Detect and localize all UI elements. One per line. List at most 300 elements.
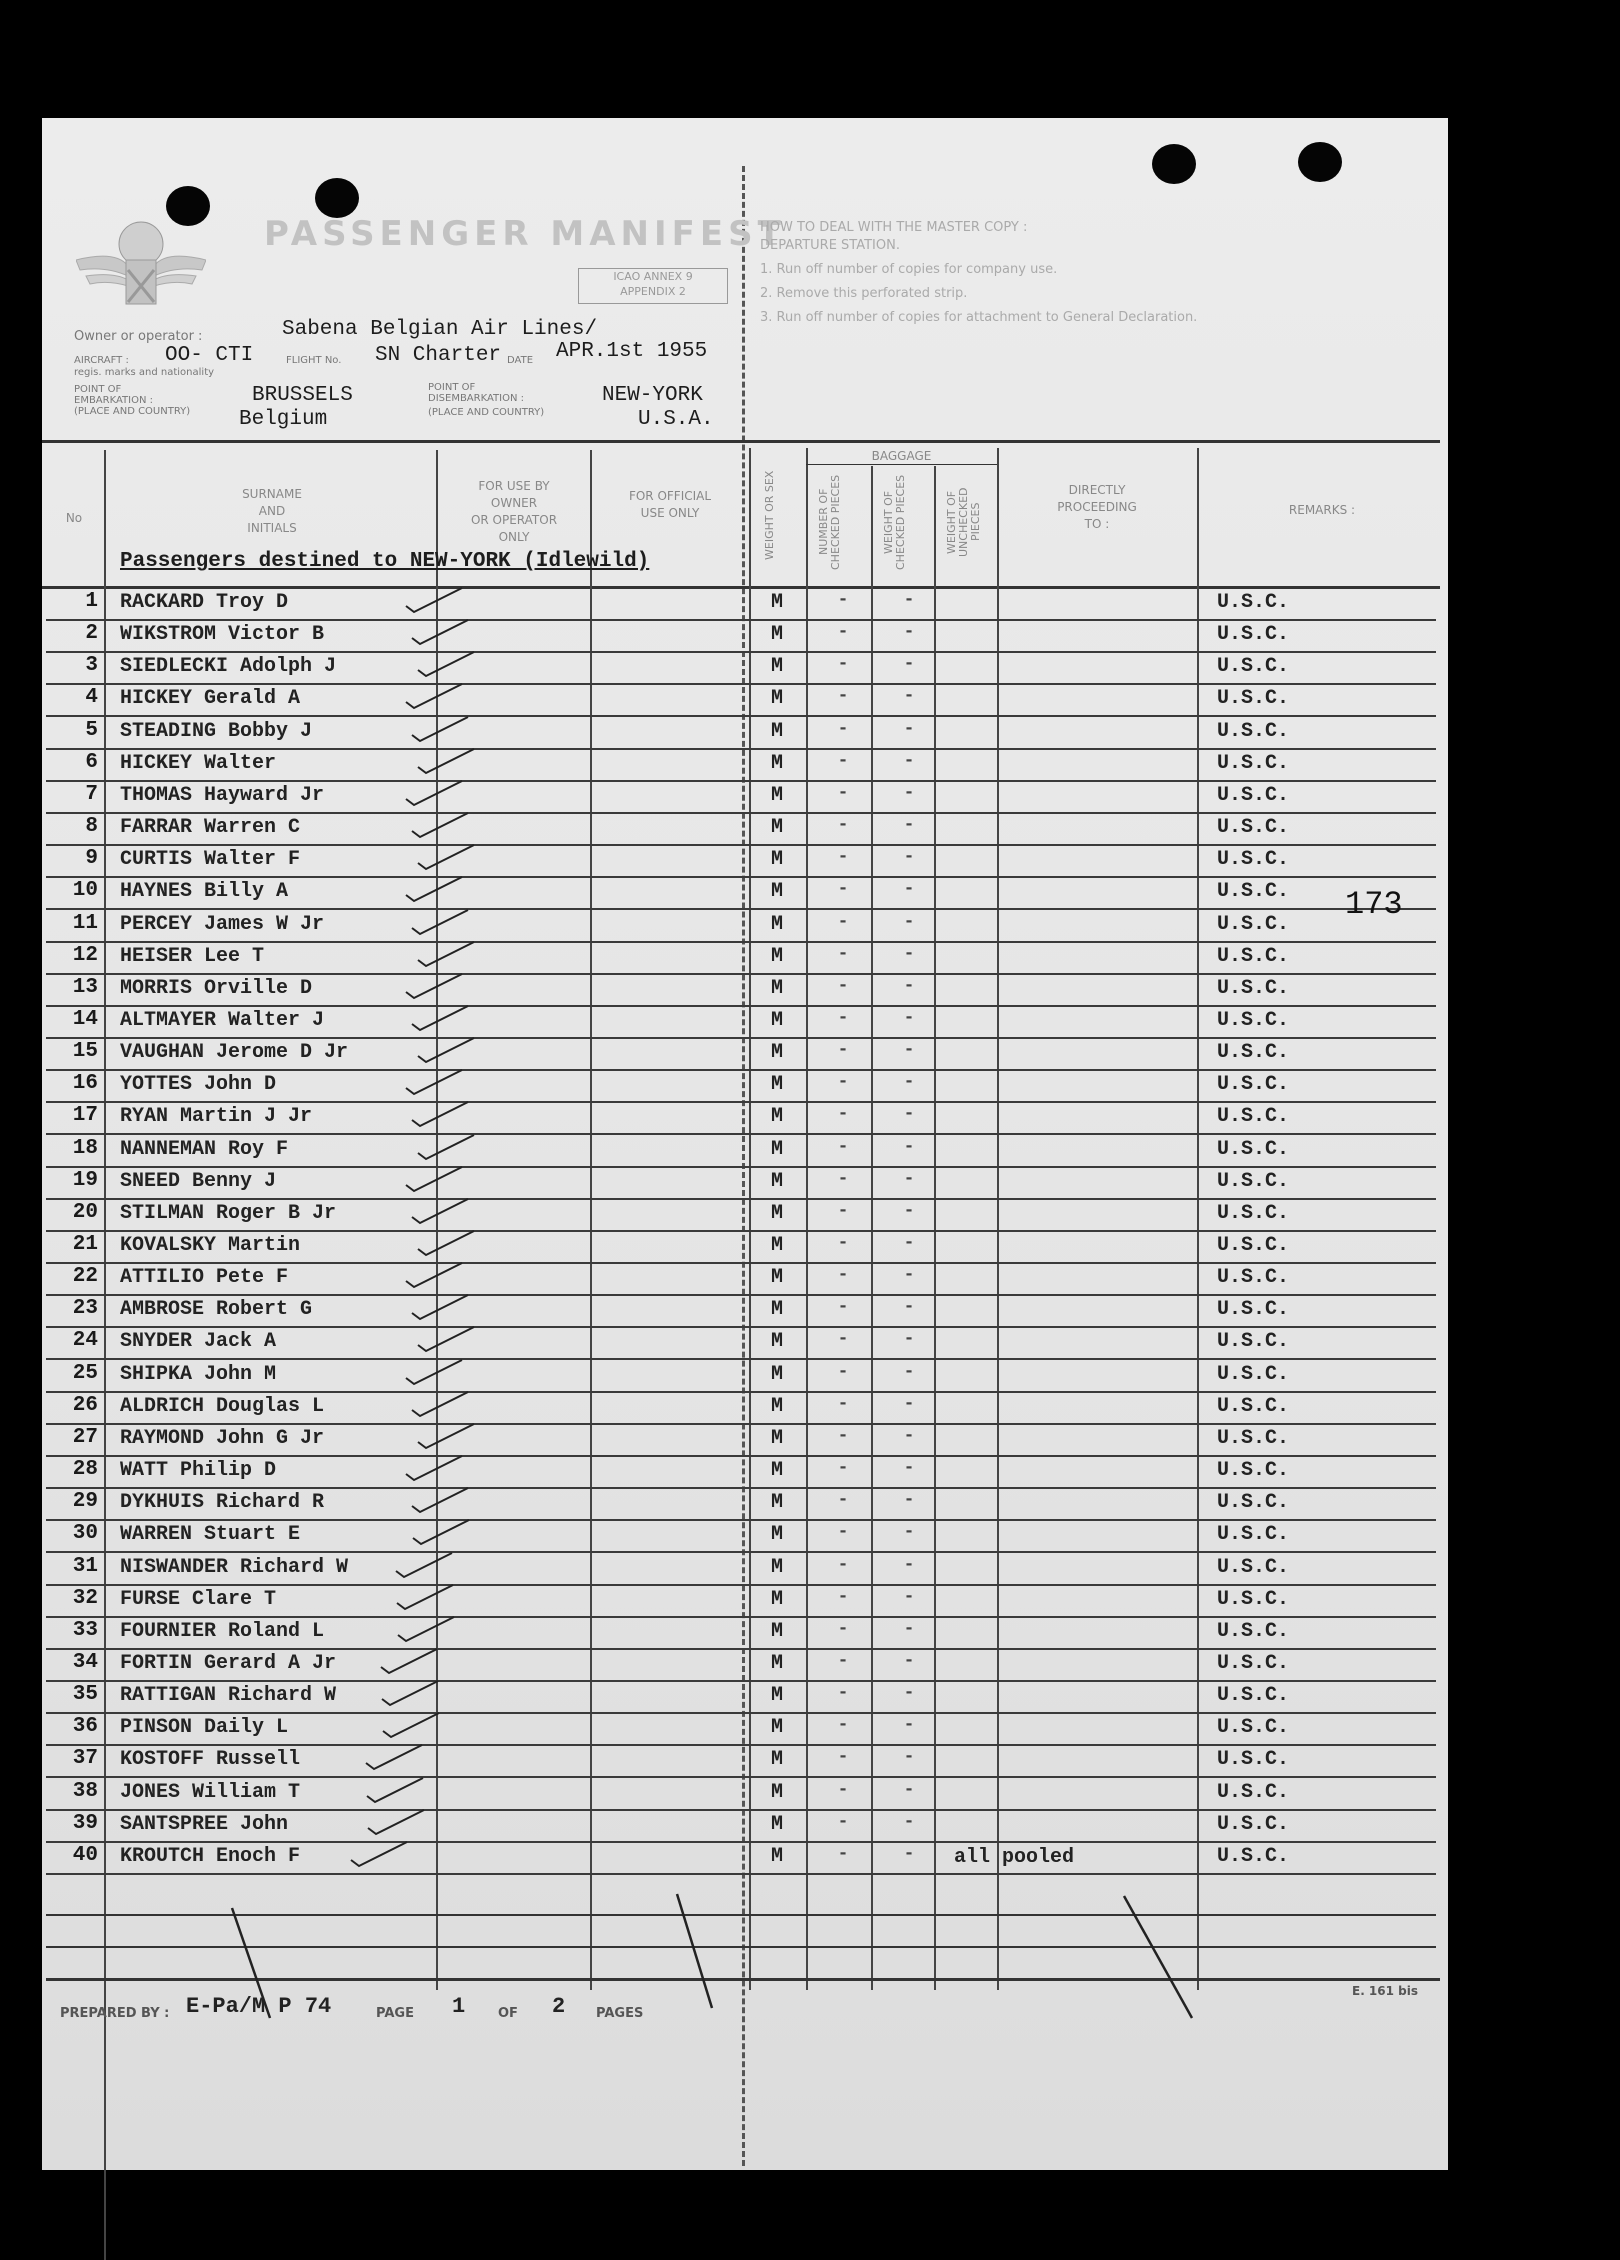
checked-pieces-weight: -	[903, 719, 915, 739]
checked-pieces-weight: -	[903, 1104, 915, 1124]
passenger-remarks: U.S.C.	[1217, 816, 1290, 839]
passenger-name: STEADING Bobby J	[120, 720, 313, 743]
passenger-sex: M	[770, 1620, 783, 1643]
passenger-name: FORTIN Gerard A Jr	[120, 1652, 337, 1675]
passenger-sex: M	[770, 1202, 783, 1225]
passenger-name: WARREN Stuart E	[120, 1523, 301, 1546]
passenger-sex: M	[770, 1845, 783, 1868]
table-row	[42, 1231, 1448, 1263]
row-number: 19	[72, 1169, 98, 1192]
checked-pieces-count: -	[837, 686, 849, 706]
passenger-sex: M	[770, 945, 783, 968]
passenger-sex: M	[770, 1330, 783, 1353]
checked-pieces-count: -	[837, 1780, 849, 1800]
row-number: 22	[72, 1265, 98, 1288]
check-mark-icon	[414, 1131, 494, 1161]
icao-annex-box: ICAO ANNEX 9 APPENDIX 2	[578, 268, 728, 304]
checked-pieces-weight: -	[903, 1715, 915, 1735]
total-pages-value: 2	[552, 1994, 566, 2019]
row-number: 33	[72, 1619, 98, 1642]
passenger-remarks: U.S.C.	[1217, 1748, 1290, 1771]
passenger-sex: M	[770, 1684, 783, 1707]
row-number: 15	[72, 1040, 98, 1063]
table-row	[42, 1713, 1448, 1745]
table-top-rule	[42, 440, 1440, 443]
passenger-sex: M	[770, 1266, 783, 1289]
passenger-sex: M	[770, 816, 783, 839]
check-mark-icon	[402, 1066, 482, 1096]
checked-pieces-weight: -	[903, 1008, 915, 1028]
table-row	[42, 1038, 1448, 1070]
passenger-name: RATTIGAN Richard W	[120, 1684, 337, 1707]
row-number: 1	[85, 590, 98, 613]
table-row	[42, 1649, 1448, 1681]
empty-row-rule	[46, 1946, 1436, 1948]
checked-pieces-count: -	[837, 1555, 849, 1575]
passenger-remarks: U.S.C.	[1217, 720, 1290, 743]
checked-pieces-weight: -	[903, 1265, 915, 1285]
table-row	[42, 684, 1448, 716]
passenger-sex: M	[770, 591, 783, 614]
check-mark-icon	[402, 680, 482, 710]
checked-pieces-count: -	[837, 1362, 849, 1382]
passenger-remarks: U.S.C.	[1217, 1041, 1290, 1064]
passenger-sex: M	[770, 1009, 783, 1032]
table-row	[42, 1778, 1448, 1810]
row-number: 18	[72, 1137, 98, 1160]
disembarkation-city: NEW-YORK	[602, 384, 703, 407]
table-row	[42, 1810, 1448, 1842]
aircraft-sublabel: regis. marks and nationality	[74, 367, 215, 378]
checked-pieces-count: -	[837, 751, 849, 771]
passenger-name: HEISER Lee T	[120, 945, 265, 968]
check-mark-icon	[414, 1323, 494, 1353]
passenger-sex: M	[770, 1491, 783, 1514]
checked-pieces-weight: -	[903, 1812, 915, 1832]
check-mark-icon	[402, 1259, 482, 1289]
date-value: APR.1st 1955	[556, 340, 708, 363]
row-number: 17	[72, 1104, 98, 1127]
table-row	[42, 1199, 1448, 1231]
passenger-sex: M	[770, 1073, 783, 1096]
row-number: 38	[72, 1780, 98, 1803]
passenger-sex: M	[770, 1556, 783, 1579]
checked-pieces-count: -	[837, 1458, 849, 1478]
passenger-remarks: U.S.C.	[1217, 1716, 1290, 1739]
checked-pieces-count: -	[837, 1104, 849, 1124]
row-number: 11	[72, 912, 98, 935]
row-number: 2	[85, 622, 98, 645]
table-row	[42, 1295, 1448, 1327]
checked-pieces-weight: -	[903, 1844, 915, 1864]
checked-pieces-count: -	[837, 1008, 849, 1028]
check-mark-icon	[378, 1677, 458, 1707]
master-copy-instructions: HOW TO DEAL WITH THE MASTER COPY : DEPARTURE STATION. 1. Run off number of copies for company use. 2. Remove this perforated strip. 3. Run off number of copies for attachment to General Declaration.	[760, 220, 1198, 325]
passenger-name: ALDRICH Douglas L	[120, 1395, 325, 1418]
checked-pieces-weight: -	[903, 1297, 915, 1317]
table-row	[42, 1585, 1448, 1617]
passenger-name: PERCEY James W Jr	[120, 913, 325, 936]
checked-pieces-count: -	[837, 1201, 849, 1221]
passenger-name: ATTILIO Pete F	[120, 1266, 289, 1289]
passenger-name: FARRAR Warren C	[120, 816, 301, 839]
embarkation-label-1: POINT OF	[74, 384, 122, 395]
checked-pieces-weight: -	[903, 1426, 915, 1446]
flight-value: SN Charter	[375, 344, 502, 367]
checked-pieces-weight: -	[903, 879, 915, 899]
passenger-name: HICKEY Walter	[120, 752, 277, 775]
passenger-remarks: U.S.C.	[1217, 655, 1290, 678]
passenger-remarks: U.S.C.	[1217, 1202, 1290, 1225]
table-row	[42, 1520, 1448, 1552]
check-mark-icon	[377, 1645, 457, 1675]
checked-pieces-weight: -	[903, 1587, 915, 1607]
table-row	[42, 1360, 1448, 1392]
passenger-name: SNYDER Jack A	[120, 1330, 277, 1353]
stamped-page-number: 173	[1345, 886, 1403, 923]
passenger-name: DYKHUIS Richard R	[120, 1491, 325, 1514]
row-number: 13	[72, 976, 98, 999]
aircraft-label: AIRCRAFT :	[74, 355, 129, 366]
embarkation-country: Belgium	[239, 408, 328, 431]
disembarkation-country: U.S.A.	[638, 408, 714, 431]
passenger-name: MORRIS Orville D	[120, 977, 313, 1000]
directly-proceeding-header: DIRECTLY PROCEEDING TO :	[1057, 483, 1137, 531]
passenger-name: YOTTES John D	[120, 1073, 277, 1096]
passenger-sex: M	[770, 880, 783, 903]
passenger-name: RYAN Martin J Jr	[120, 1105, 313, 1128]
passenger-sex: M	[770, 1813, 783, 1836]
row-number: 28	[72, 1458, 98, 1481]
table-row	[42, 1456, 1448, 1488]
row-number: 10	[72, 879, 98, 902]
passenger-remarks: U.S.C.	[1217, 977, 1290, 1000]
checked-pieces-weight: -	[903, 1683, 915, 1703]
checked-pieces-weight: -	[903, 783, 915, 803]
passenger-name: JONES William T	[120, 1781, 301, 1804]
table-row	[42, 588, 1448, 620]
passenger-name: FOURNIER Roland L	[120, 1620, 325, 1643]
passenger-remarks: U.S.C.	[1217, 1427, 1290, 1450]
checked-pieces-count: -	[837, 1587, 849, 1607]
checked-pieces-weight: -	[903, 1619, 915, 1639]
check-mark-icon	[408, 713, 488, 743]
table-row	[42, 1681, 1448, 1713]
check-mark-icon	[394, 1613, 474, 1643]
checked-pieces-count: -	[837, 912, 849, 932]
weight-sex-column-header: WEIGHT OR SEX	[763, 470, 776, 560]
checked-pieces-weight: -	[903, 1169, 915, 1189]
passenger-name: VAUGHAN Jerome D Jr	[120, 1041, 349, 1064]
table-row	[42, 1263, 1448, 1295]
row-number: 23	[72, 1297, 98, 1320]
passenger-remarks: U.S.C.	[1217, 1234, 1290, 1257]
checked-pieces-count: -	[837, 783, 849, 803]
table-row	[42, 1070, 1448, 1102]
check-mark-icon	[362, 1741, 442, 1771]
checked-pieces-count: -	[837, 1844, 849, 1864]
passenger-name: SIEDLECKI Adolph J	[120, 655, 337, 678]
table-row	[42, 877, 1448, 909]
passenger-sex: M	[770, 784, 783, 807]
row-number: 20	[72, 1201, 98, 1224]
passenger-remarks: U.S.C.	[1217, 1073, 1290, 1096]
checked-pieces-weight: -	[903, 1458, 915, 1478]
table-row	[42, 813, 1448, 845]
passenger-remarks: U.S.C.	[1217, 1523, 1290, 1546]
passenger-sex: M	[770, 1105, 783, 1128]
passenger-name: FURSE Clare T	[120, 1588, 277, 1611]
passenger-name: KOVALSKY Martin	[120, 1234, 301, 1257]
check-mark-icon	[364, 1806, 444, 1836]
check-mark-icon	[408, 616, 488, 646]
weight-checked-pieces-header: WEIGHT OF CHECKED PIECES	[882, 474, 907, 570]
document-title: PASSENGER MANIFEST	[264, 214, 786, 254]
checked-pieces-weight: -	[903, 1747, 915, 1767]
row-number: 16	[72, 1072, 98, 1095]
passenger-remarks: U.S.C.	[1217, 1459, 1290, 1482]
row-number: 7	[85, 783, 98, 806]
passenger-name: HICKEY Gerald A	[120, 687, 301, 710]
checked-pieces-weight: -	[903, 590, 915, 610]
passenger-sex: M	[770, 1716, 783, 1739]
row-rule	[46, 1873, 1436, 1875]
check-mark-icon	[414, 841, 494, 871]
table-row	[42, 1488, 1448, 1520]
check-mark-icon	[393, 1581, 473, 1611]
airline-wings-logo	[76, 214, 206, 318]
owner-label: Owner or operator :	[74, 329, 203, 344]
checked-pieces-weight: -	[903, 654, 915, 674]
checked-pieces-count: -	[837, 1747, 849, 1767]
passenger-name: ALTMAYER Walter J	[120, 1009, 325, 1032]
official-use-column-header: FOR OFFICIAL USE ONLY	[628, 489, 712, 520]
passenger-remarks: U.S.C.	[1217, 687, 1290, 710]
check-mark-icon	[414, 1034, 494, 1064]
embarkation-city: BRUSSELS	[252, 384, 353, 407]
checked-pieces-weight: -	[903, 1651, 915, 1671]
baggage-note: all pooled	[954, 1846, 1075, 1869]
date-label: DATE	[507, 355, 534, 366]
passenger-remarks: U.S.C.	[1217, 1105, 1290, 1128]
passenger-name: SNEED Benny J	[120, 1170, 277, 1193]
check-mark-icon	[414, 938, 494, 968]
passenger-sex: M	[770, 1234, 783, 1257]
checked-pieces-count: -	[837, 1233, 849, 1253]
passenger-remarks: U.S.C.	[1217, 1266, 1290, 1289]
passenger-remarks: U.S.C.	[1217, 1781, 1290, 1804]
passenger-name: THOMAS Hayward Jr	[120, 784, 325, 807]
disembarkation-label-1: POINT OF	[428, 382, 476, 393]
passenger-sex: M	[770, 623, 783, 646]
surname-column-header: SURNAME AND INITIALS	[242, 487, 302, 535]
row-number: 4	[85, 686, 98, 709]
table-row	[42, 1135, 1448, 1167]
passenger-name: RAYMOND John G Jr	[120, 1427, 325, 1450]
table-row	[42, 1424, 1448, 1456]
passenger-remarks: U.S.C.	[1217, 623, 1290, 646]
passenger-name: NANNEMAN Roy F	[120, 1138, 289, 1161]
row-number: 21	[72, 1233, 98, 1256]
row-number: 9	[85, 847, 98, 870]
row-number: 24	[72, 1329, 98, 1352]
passenger-sex: M	[770, 1170, 783, 1193]
checked-pieces-weight: -	[903, 1072, 915, 1092]
check-mark-icon	[402, 1163, 482, 1193]
checked-pieces-count: -	[837, 1329, 849, 1349]
row-number: 37	[72, 1747, 98, 1770]
table-row	[42, 1617, 1448, 1649]
checked-pieces-weight: -	[903, 1040, 915, 1060]
checked-pieces-count: -	[837, 1715, 849, 1735]
passenger-sex: M	[770, 687, 783, 710]
passenger-sex: M	[770, 1523, 783, 1546]
row-number: 29	[72, 1490, 98, 1513]
table-bottom-rule	[46, 1978, 1440, 1981]
number-checked-pieces-header: NUMBER OF CHECKED PIECES	[817, 474, 842, 570]
check-mark-icon	[363, 1774, 443, 1804]
check-mark-icon	[402, 873, 482, 903]
table-row	[42, 1327, 1448, 1359]
row-number: 32	[72, 1587, 98, 1610]
table-row	[42, 1745, 1448, 1777]
passenger-remarks: U.S.C.	[1217, 1620, 1290, 1643]
passenger-sex: M	[770, 977, 783, 1000]
check-mark-icon	[408, 1291, 488, 1321]
remarks-column-header: REMARKS :	[1288, 503, 1356, 517]
flight-label: FLIGHT No.	[286, 355, 342, 366]
check-mark-icon	[402, 777, 482, 807]
row-number: 25	[72, 1362, 98, 1385]
table-row	[42, 942, 1448, 974]
manifest-sheet	[42, 118, 1448, 2170]
passenger-remarks: U.S.C.	[1217, 752, 1290, 775]
row-number: 14	[72, 1008, 98, 1031]
passenger-name: KROUTCH Enoch F	[120, 1845, 301, 1868]
embarkation-label-2: EMBARKATION :	[74, 395, 153, 406]
checked-pieces-count: -	[837, 1619, 849, 1639]
row-number: 40	[72, 1844, 98, 1867]
owner-value: Sabena Belgian Air Lines/	[282, 318, 598, 341]
passenger-remarks: U.S.C.	[1217, 1684, 1290, 1707]
table-row	[42, 910, 1448, 942]
passenger-remarks: U.S.C.	[1217, 1170, 1290, 1193]
check-mark-icon	[408, 1484, 488, 1514]
checked-pieces-count: -	[837, 879, 849, 899]
checked-pieces-weight: -	[903, 815, 915, 835]
checked-pieces-count: -	[837, 1394, 849, 1414]
passenger-remarks: U.S.C.	[1217, 945, 1290, 968]
checked-pieces-count: -	[837, 590, 849, 610]
passenger-sex: M	[770, 1427, 783, 1450]
passenger-remarks: U.S.C.	[1217, 1813, 1290, 1836]
checked-pieces-count: -	[837, 1137, 849, 1157]
passenger-name: HAYNES Billy A	[120, 880, 289, 903]
passenger-name: WIKSTROM Victor B	[120, 623, 325, 646]
checked-pieces-weight: -	[903, 622, 915, 642]
checked-pieces-weight: -	[903, 1490, 915, 1510]
passenger-name: KOSTOFF Russell	[120, 1748, 301, 1771]
passenger-sex: M	[770, 1363, 783, 1386]
empty-row-rule	[46, 1914, 1436, 1916]
table-row	[42, 1842, 1448, 1874]
passenger-remarks: U.S.C.	[1217, 1588, 1290, 1611]
passenger-name: CURTIS Walter F	[120, 848, 301, 871]
page-label: PAGE	[376, 2006, 414, 2021]
passenger-remarks: U.S.C.	[1217, 784, 1290, 807]
baggage-group-header: BAGGAGE	[871, 449, 932, 463]
row-number: 5	[85, 719, 98, 742]
table-row	[42, 974, 1448, 1006]
checked-pieces-weight: -	[903, 1201, 915, 1221]
disembarkation-label-3: (PLACE AND COUNTRY)	[428, 407, 545, 418]
checked-pieces-count: -	[837, 1265, 849, 1285]
passenger-name: PINSON Daily L	[120, 1716, 289, 1739]
row-number: 31	[72, 1555, 98, 1578]
check-mark-icon	[414, 745, 494, 775]
check-mark-icon	[408, 1388, 488, 1418]
table-row	[42, 1553, 1448, 1585]
pages-label: PAGES	[596, 2006, 644, 2021]
row-number: 34	[72, 1651, 98, 1674]
table-row	[42, 717, 1448, 749]
check-mark-icon	[408, 1098, 488, 1128]
passenger-remarks: U.S.C.	[1217, 1330, 1290, 1353]
passenger-sex: M	[770, 1395, 783, 1418]
checked-pieces-weight: -	[903, 944, 915, 964]
passenger-remarks: U.S.C.	[1217, 1652, 1290, 1675]
passenger-sex: M	[770, 848, 783, 871]
checked-pieces-count: -	[837, 1169, 849, 1189]
table-row	[42, 620, 1448, 652]
checked-pieces-weight: -	[903, 1233, 915, 1253]
weight-unchecked-pieces-header: WEIGHT OF UNCHECKED PIECES	[945, 487, 982, 557]
row-number: 39	[72, 1812, 98, 1835]
passenger-name: STILMAN Roger B Jr	[120, 1202, 337, 1225]
passenger-name: NISWANDER Richard W	[120, 1556, 349, 1579]
checked-pieces-count: -	[837, 1812, 849, 1832]
prepared-by-label: PREPARED BY :	[60, 2006, 170, 2021]
passenger-name: RACKARD Troy D	[120, 591, 289, 614]
passenger-name: WATT Philip D	[120, 1459, 277, 1482]
checked-pieces-weight: -	[903, 847, 915, 867]
checked-pieces-count: -	[837, 622, 849, 642]
table-row	[42, 1102, 1448, 1134]
check-mark-icon	[414, 1420, 494, 1450]
checked-pieces-weight: -	[903, 1555, 915, 1575]
passenger-remarks: U.S.C.	[1217, 1395, 1290, 1418]
table-row	[42, 845, 1448, 877]
checked-pieces-weight: -	[903, 912, 915, 932]
passenger-remarks: U.S.C.	[1217, 1845, 1290, 1868]
check-mark-icon	[402, 970, 482, 1000]
passenger-remarks: U.S.C.	[1217, 1556, 1290, 1579]
check-mark-icon	[408, 906, 488, 936]
passenger-remarks: U.S.C.	[1217, 913, 1290, 936]
checked-pieces-count: -	[837, 1040, 849, 1060]
checked-pieces-count: -	[837, 1072, 849, 1092]
checked-pieces-weight: -	[903, 686, 915, 706]
passenger-remarks: U.S.C.	[1217, 1009, 1290, 1032]
checked-pieces-weight: -	[903, 1362, 915, 1382]
check-mark-icon	[408, 809, 488, 839]
passenger-name: SANTSPREE John	[120, 1813, 289, 1836]
passenger-name: AMBROSE Robert G	[120, 1298, 313, 1321]
table-row	[42, 781, 1448, 813]
row-number: 12	[72, 944, 98, 967]
destination-heading: Passengers destined to NEW-YORK (Idlewild)	[120, 550, 650, 573]
passenger-sex: M	[770, 1781, 783, 1804]
